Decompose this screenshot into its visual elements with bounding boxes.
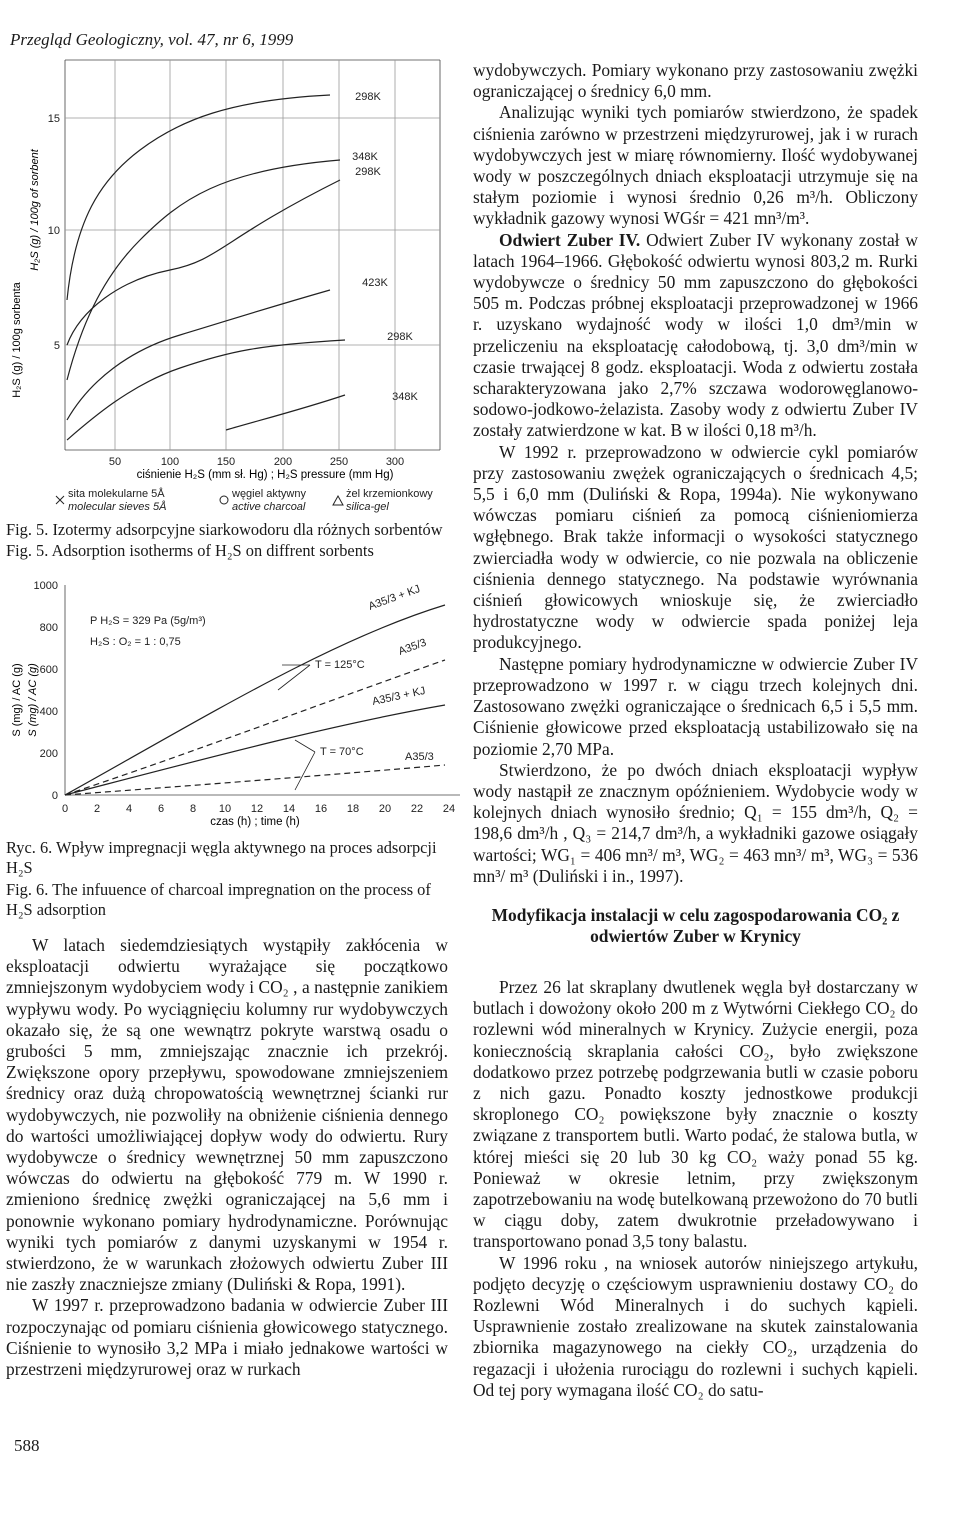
circle-marker-icon: [220, 496, 228, 504]
fig5-y-label-en: H₂S (g) / 100g of sorbent: [29, 149, 41, 271]
fig5-caption-pl: [6, 520, 446, 540]
fig6-line-label: A35/3 + KJ: [366, 583, 422, 613]
legend-sieves-en: molecular sieves 5Å: [68, 501, 167, 513]
paragraph-zuber-iv: [473, 230, 918, 442]
fig6-caption-en: [6, 880, 446, 920]
fig6-temp-label: T = 70°C: [320, 746, 364, 758]
fig6-x-tick: 6: [157, 803, 165, 815]
paragraph: wydobywczych. Pomiary wykonano przy zastosowaniu zwężki ograniczającej o średnicy 6,0 mm.: [473, 60, 918, 102]
triangle-marker-icon: [333, 496, 343, 505]
legend-silica-pl: żel krzemionkowy: [346, 488, 433, 500]
fig5-curve-label: 423K: [362, 277, 388, 289]
section-title: Modyfikacja instalacji w celu zagospodarowania CO₂ z odwiertów Zuber w Krynicy: [491, 904, 900, 946]
fig5-x-tick: 50: [108, 456, 122, 468]
fig5-x-tick: 250: [329, 456, 349, 468]
legend-sieves-pl: sita molekularne 5Å: [68, 488, 165, 500]
fig6-x-tick: 22: [410, 803, 424, 815]
legend-charcoal-pl: węgiel aktywny: [232, 488, 306, 500]
fig5-y-tick: 15: [47, 113, 60, 125]
right-column: [473, 60, 918, 1401]
series-line-kj-70: [65, 705, 445, 795]
fig5-caption-en: [6, 541, 446, 561]
fig6-y-tick: 200: [39, 748, 58, 760]
fig5-caption-en-text: Adsorption isotherms of H₂S on diffrent sorbents: [51, 541, 374, 560]
paragraph: W 1992 r. przeprowadzono w odwiercie cykl pomiarów przy zastosowaniu zwężek ograniczających o średnicach 4,5; 5,5 i 6,0 mm (Duliński & Ropa, 1994a). Nie wykonywano wówczas pomiaru ciśnień za pomocą ciśnieniomierza wgłębnego. Brak także informacji o wysokości statycznego zwierciadła wody w odwiercie, co nie pozwala na obliczenie ciśnienia dennego statycznego. Na podstawie wyrównania ciśnień głowicowych wnioskuje się, że zwierciadło hydrostatyczne wody w odwiercie spada poniżej leja produkcyjnego.: [473, 441, 918, 653]
paragraph: Stwierdzono, że po dwóch dniach eksploatacji wypływ wody nastąpił ze znacznym opóźnieniem. Wydobycie wody w kolejnych dniach wynosiło średnio; Q₁ = 155 dm³/h, Q₂ = 198,6 dm³/h , Q₃ = 214,7 dm³/h, a wykładniki gazowe osiągały wartości; WG₁ = 406 mn³/ m³, WG₂ = 463 mn³/ m³, WG₃ = 536 mn³/ m³ (Duliński i in., 1997).: [473, 759, 918, 886]
fig6-x-tick: 12: [250, 803, 264, 815]
fig5-curve-label: 348K: [392, 391, 418, 403]
fig6-y-tick: 400: [39, 706, 58, 718]
fig5-chart: [0, 55, 460, 525]
fig6-x-tick: 14: [282, 803, 296, 815]
fig6-note-pressure: P H₂S = 329 Pa (5g/m³): [90, 615, 206, 627]
fig5-caption-pl-num: Fig. 5.: [6, 520, 49, 539]
fig5-x-tick: 300: [385, 456, 405, 468]
subsection-lead: Odwiert Zuber IV.: [499, 229, 641, 250]
paragraph: Przez 26 lat skraplany dwutlenek węgla był dostarczany w butlach i dowożony około 200 m z Wytwórni Ciekłego CO₂ do rozlewni wód mineralnych w Krynicy. Zużycie energii, poza koniecznością skraplania całości CO₂, było zwiększone dodatkowo przez potrzebę podgrzewania butli w czasie poboru z nich gazu. Ponadto koszty jednostkowe produkcji skroplonego CO₂ powiększone były znacznie o koszty związane z transportem butli. Warto podać, że stalowa butla, w której mieści się 20 lub 30 kg CO₂ waży ponad 55 kg. Ponieważ w okresie letnim, przy zwiększonym zapotrzebowaniu na wodę butelkowaną przewożono do 70 butli w ciągu doby, zatem dwukrotnie przeładowywano i transportowano ponad 3,5 tony balastu.: [473, 976, 918, 1252]
paragraph: W latach siedemdziesiątych wystąpiły zakłócenia w eksploatacji odwiertu wyrażające się początkowo zmniejszonym wydobyciem wody i CO₂ , a następnie zanikiem wypływu wody. Po wyciągnięciu kolumny rur wydobywczych okazało się, że są one wewnątrz pokryte warstwą osadu o grubości 5 mm, zmniejszając znacznie ich przekrój. Zwiększone opory przepływu, spowodowane zmniejszeniem średnicy oraz dużą chropowatością wewnętrznej ścianki rur wydobywczych, nie pozwoliły na obniżenie ciśnienia dennego do wartości umożliwiającej dopływ wody do odwiertu. Rury wydobywcze o średnicy wewnętrznej 50 mm zapuszczono wówczas do odwiertu na głębokość 779 m. W 1990 r. zmieniono średnicę zwężki ograniczającej na 5,6 mm i ponownie wykonano pomiary hydrodynamiczne. Porównując wyniki tych pomiarów z danymi uzyskanymi w 1954 r. stwierdzono, że w warunkach złożowych odwiertu Zuber III nie zaszły znaczniejsze zmiany (Duliński & Ropa, 1991).: [6, 935, 448, 1295]
fig6-y-tick: 600: [39, 664, 58, 676]
paragraph: W 1996 roku , na wniosek autorów niniejszego artykułu, podjęto decyzję o częściowym usprawnieniu dostawy CO₂ do Rozlewni Wód Mineralnych i do suchych kąpieli. Usprawnienie zostało zrealizowane na skutek zainstalowania zbiornika magazynowego na ciekły CO₂, urządzenia do regazacji i ułożenia rurociągu do rozlewni i suchych kąpieli. Od tej pory wymagana ilość CO₂ do satu-: [473, 1252, 918, 1400]
fig5-x-tick: 100: [160, 456, 180, 468]
fig6-y-tick: 800: [39, 622, 58, 634]
fig6-x-tick: 18: [346, 803, 360, 815]
paragraph-text: Odwiert Zuber IV wykonany został w latach 1964–1966. Głębokość odwiertu wynosi 803,2 m. Rurki wydobywcze o średnicy 50 mm zapuszczono do głębokości 505 m. Podczas próbnej eksploatacji przeprowadzonej w 1966 r. uzyskano wydajność wody w ilości 1,0 dm³/min w przeliczeniu na eksploatację całodobową, tj. 3,0 dm³/min w czasie trwającej 8 godz. eksploatacji. Woda z odwiertu została scharakteryzowana jako 2,7% szczawa wodorowęglanowo-sodowo-jodkowo-żelazista. Zasoby wody z odwiertu Zuber IV zostały zatwierdzone w kat. B w ilości 0,18 m³/h.: [473, 229, 918, 441]
fig5-x-tick: 150: [216, 456, 236, 468]
fig5-curve-label: 298K: [355, 166, 381, 178]
fig6-x-tick: 0: [61, 803, 69, 815]
fig5-curve-label: 348K: [352, 151, 378, 163]
fig5-y-label-pl: H₂S (g) / 100g sorbenta: [11, 282, 23, 398]
paragraph: Następne pomiary hydrodynamiczne w odwiercie Zuber IV przeprowadzono w 1997 r. w ciągu trzech kolejnych dni. Zastosowano zwężki ograniczające o średnicach 6,5 i 5,5 mm. Ciśnienie głowicowe przed eksploatacją ustabilizowało się na poziomie 2,70 MPa.: [473, 653, 918, 759]
fig6-caption-en-num: Fig. 6.: [6, 880, 49, 899]
fig6-caption-en-text: The infuuence of charcoal impregnation on the process of H₂S adsorption: [6, 880, 431, 919]
fig6-x-tick: 16: [314, 803, 328, 815]
fig6-note-ratio: H₂S : O₂ = 1 : 0,75: [90, 636, 181, 648]
fig6-chart: [0, 570, 460, 830]
fig6-x-tick: 20: [378, 803, 392, 815]
fig6-caption-pl: [6, 838, 446, 878]
fig6-y-tick: 1000: [33, 580, 58, 592]
fig5-caption-en-num: Fig. 5.: [6, 541, 49, 560]
paragraph: W 1997 r. przeprowadzono badania w odwiercie Zuber III rozpoczynając od pomiaru ciśnienia głowicowego statycznego. Ciśnienie to wynosiło 3,2 MPa i miało jednakowe wartości w przestrzeni międzyrurowej oraz w rurkach: [6, 1295, 448, 1380]
legend-silica-en: silica-gel: [346, 501, 389, 513]
fig6-line-label: A35/3: [396, 636, 429, 658]
fig5-curve-label: 298K: [387, 331, 413, 343]
fig6-y-label-top: S (mg) / AC (g): [11, 663, 23, 737]
fig6-caption-pl-text: Wpływ impregnacji węgla aktywnego na proces adsorpcji H₂S: [6, 838, 437, 877]
fig5-x-label: ciśnienie H₂S (mm sł. Hg) ; H₂S pressure (mm Hg): [136, 469, 394, 481]
journal-header: Przegląd Geologiczny, vol. 47, nr 6, 1999: [10, 30, 294, 49]
series-line-a353-125: [65, 660, 445, 795]
fig6-temp-label: T = 125°C: [315, 659, 365, 671]
page-number: 588: [14, 1436, 40, 1455]
paragraph: Analizując wyniki tych pomiarów stwierdzono, że spadek ciśnienia zarówno w przestrzeni międzyrurowej, jak i w rurach wydobywczych jest w miarę równomierny. Ilość wydobywanej wody w poszczególnych dniach eksploatacji utrzymuje się na stałym poziomie i wynosi średnio 0,26 m³/h. Obliczony wykładnik gazowy wynosi WGśr = 421 mn³/m³.: [473, 102, 918, 229]
fig6-y-tick: 0: [51, 790, 58, 802]
fig6-x-label: czas (h) ; time (h): [210, 816, 300, 828]
fig6-line-label: A35/3 + KJ: [371, 684, 427, 708]
left-column: [6, 935, 448, 1380]
fig5-x-tick: 200: [273, 456, 293, 468]
fig5-caption-pl-text: Izotermy adsorpcyjne siarkowodoru dla różnych sorbentów: [52, 520, 443, 539]
fig5-y-tick: 5: [53, 340, 60, 352]
fig6-x-tick: 4: [125, 803, 133, 815]
fig6-caption-pl-num: Ryc. 6.: [6, 838, 53, 857]
fig6-x-tick: 10: [218, 803, 232, 815]
fig5-y-tick: 10: [47, 225, 60, 237]
fig6-line-label: A35/3: [405, 751, 434, 763]
fig5-curve-label: 298K: [355, 91, 381, 103]
fig6-x-tick: 8: [189, 803, 197, 815]
legend-charcoal-en: active charcoal: [232, 501, 306, 513]
fig6-y-label-bottom: S (mg) / AC (g): [27, 663, 39, 737]
fig6-x-tick: 24: [442, 803, 456, 815]
fig6-x-tick: 2: [93, 803, 101, 815]
cross-marker-icon: [56, 496, 64, 504]
